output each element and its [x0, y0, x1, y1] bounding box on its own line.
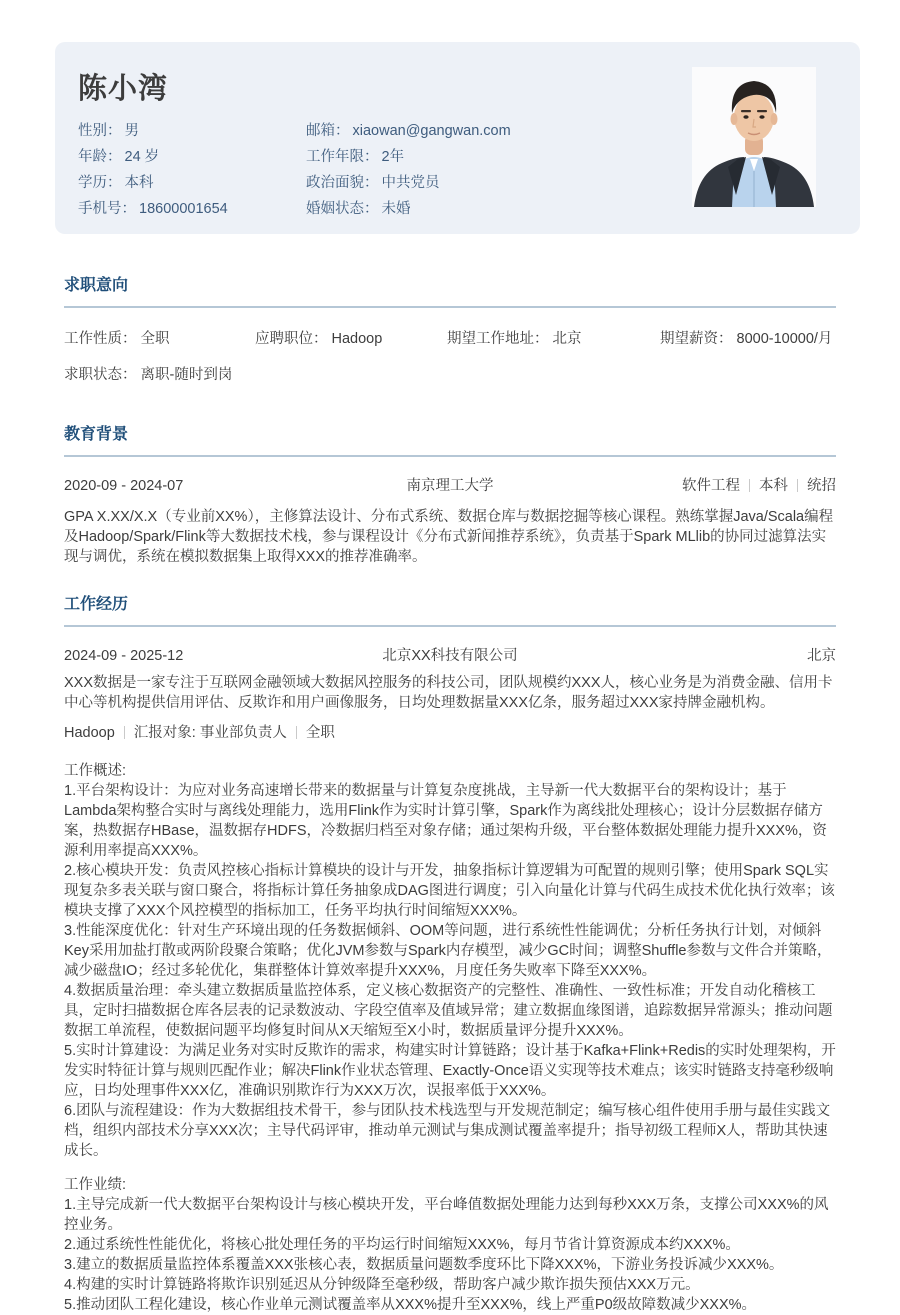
work-location: 北京 [807, 648, 836, 664]
work-company: 北京XX科技有限公司 [382, 648, 518, 664]
field-job-status-label: 求职状态： [64, 367, 137, 383]
profile-photo [692, 67, 816, 207]
work-experience-title: 工作经历 [64, 596, 129, 613]
field-job-nature-value: 全职 [140, 331, 170, 347]
field-marital-status-value: 未婚 [381, 201, 411, 217]
field-target-location [447, 331, 660, 347]
education-school: 南京理工大学 [406, 478, 494, 494]
personal-info-left-column [78, 118, 306, 222]
work-period: 2024-09 - 2025-12 [64, 648, 184, 664]
separator [124, 726, 125, 739]
work-achievements-block [64, 1175, 836, 1315]
work-achievement-item: 2.通过系统性性能优化，将核心批处理任务的平均运行时间缩短XXX%，每月节省计算资源成本约XXX%。 [64, 1237, 740, 1253]
company-intro: XXX数据是一家专注于互联网金融领域大数据风控服务的科技公司，团队规模约XXX人，核心业务是为消费金融、信用卡中心等机构提供信用评估、反欺诈和用户画像服务，日均处理数据量XXX亿条，服务超过XXX家持牌金融机构。 [64, 675, 833, 711]
section-divider [64, 625, 836, 627]
personal-info-right-column [306, 118, 511, 222]
work-overview-item: 6.团队与流程建设：作为大数据组技术骨干，参与团队技术栈选型与开发规范制定；编写核心组件使用手册与最佳实践文档，组织内部技术分享XXX次；主导代码评审，推动单元测试与集成测试覆盖率提升；指导初级工程师X人，帮助其快速成长。 [64, 1103, 831, 1159]
job-intention-title: 求职意向 [64, 277, 129, 294]
field-age [78, 144, 306, 170]
work-achievement-item: 3.建立的数据质量监控体系覆盖XXX张核心表，数据质量问题数季度环比下降XXX%，下游业务投诉减少XXX%。 [64, 1257, 784, 1273]
section-divider [64, 306, 836, 308]
field-job-status-value: 离职-随时到岗 [140, 367, 233, 383]
separator [797, 479, 798, 492]
field-expected-salary-label: 期望薪资： [660, 331, 733, 347]
work-overview-block [64, 761, 836, 1161]
field-job-nature [64, 331, 255, 347]
work-overview-item: 2.核心模块开发：负责风控核心指标计算模块的设计与开发，抽象指标计算逻辑为可配置的规则引擎；使用Spark SQL实现复杂多表关联与窗口聚合，将指标计算任务抽象成DAG图进行调度；引入向量化计算与代码生成技术优化执行效率；该模块支撑了XXX个风控模型的指标加工，任务平均执行时间缩短XXX%。 [64, 863, 835, 919]
work-overview-item: 3.性能深度优化：针对生产环境出现的任务数据倾斜、OOM等问题，进行系统性性能调优；分析任务执行计划，对倾斜Key采用加盐打散或两阶段聚合策略；优化JVM参数与Spark内存模型，减少GC时间；调整Shuffle参数与文件合并策略，减少磁盘IO；经过多轮优化，集群整体计算效率提升XXX%，月度任务失败率下降至XXX%。 [64, 923, 832, 979]
field-email-value: xiaowan@gangwan.com [352, 123, 511, 139]
field-target-position [255, 331, 447, 347]
work-job-type: 全职 [305, 725, 335, 741]
field-target-location-label: 期望工作地址： [447, 331, 549, 347]
job-intention-row-1 [64, 331, 836, 347]
field-target-position-label: 应聘职位： [255, 331, 328, 347]
field-target-location-value: 北京 [552, 331, 582, 347]
work-overview-label: 工作概述: [64, 763, 127, 779]
field-education-level [78, 170, 306, 196]
field-political-status-value: 中共党员 [381, 175, 440, 191]
education-entry-row [64, 478, 836, 494]
field-gender [78, 118, 306, 144]
education-enroll-type: 统招 [807, 478, 836, 494]
field-email-label: 邮箱： [306, 123, 350, 139]
work-overview-item: 4.数据质量治理：牵头建立数据质量监控体系，定义核心数据资产的完整性、准确性、一致性标准；开发自动化稽核工具，定时扫描数据仓库各层表的记录数波动、字段空值率及值域异常；建立数据血缘图谱，追踪数据异常源头；推动问题数据工单流程，使数据问题平均修复时间从X天缩短至X小时，数据质量评分提升XXX%。 [64, 983, 833, 1039]
personal-info-grid [78, 118, 511, 222]
resume-content [64, 278, 836, 1315]
field-gender-label: 性别： [78, 123, 122, 139]
field-education-label: 学历： [78, 175, 122, 191]
education-title: 教育背景 [64, 426, 129, 443]
field-political-status-label: 政治面貌： [306, 175, 379, 191]
field-work-years-value: 2年 [381, 149, 405, 165]
field-education-value: 本科 [124, 175, 154, 191]
job-intention-row-2 [64, 367, 836, 383]
separator [749, 479, 750, 492]
field-phone-label: 手机号： [78, 201, 136, 217]
field-age-value: 24 岁 [124, 149, 160, 165]
separator [296, 726, 297, 739]
field-target-position-value: Hadoop [331, 331, 383, 347]
section-work-experience [64, 597, 836, 1315]
education-qualifications [494, 478, 837, 494]
field-job-nature-label: 工作性质： [64, 331, 137, 347]
field-phone [78, 196, 306, 222]
work-position: Hadoop [64, 725, 115, 741]
work-overview-item: 5.实时计算建设：为满足业务对实时反欺诈的需求，构建实时计算链路；设计基于Kafka+Flink+Redis的实时处理架构，开发实时特征计算与规则匹配作业；解决Flink作业状态管理、Exactly-Once语义实现等技术难点；该实时链路支持毫秒级响应，日均处理事件XXX亿，准确识别欺诈行为XXX万次，误报率低于XXX%。 [64, 1043, 836, 1099]
section-education [64, 427, 836, 567]
field-email [306, 118, 511, 144]
field-expected-salary [660, 331, 836, 347]
field-expected-salary-value: 8000-10000/月 [736, 331, 833, 347]
section-divider [64, 455, 836, 457]
field-gender-value: 男 [124, 123, 139, 139]
work-achievement-item: 4.构建的实时计算链路将欺诈识别延迟从分钟级降至毫秒级，帮助客户减少欺诈损失预估XXX万元。 [64, 1277, 700, 1293]
education-major: 软件工程 [682, 478, 740, 494]
section-job-intention [64, 278, 836, 383]
field-work-years [306, 144, 511, 170]
header-card [55, 42, 860, 234]
field-age-label: 年龄： [78, 149, 122, 165]
candidate-name: 陈小湾 [78, 73, 169, 105]
work-achievements-label: 工作业绩: [64, 1177, 127, 1193]
education-period: 2020-09 - 2024-07 [64, 478, 184, 494]
work-report-to: 汇报对象: 事业部负责人 [133, 725, 287, 741]
profile-photo-illustration [692, 67, 816, 207]
field-marital-status [306, 196, 511, 222]
field-political-status [306, 170, 511, 196]
field-phone-value: 18600001654 [139, 201, 228, 217]
work-meta-row [64, 725, 836, 741]
field-work-years-label: 工作年限： [306, 149, 379, 165]
field-job-status [64, 367, 836, 383]
work-achievement-item: 1.主导完成新一代大数据平台架构设计与核心模块开发，平台峰值数据处理能力达到每秒XXX万条，支撑公司XXX%的风控业务。 [64, 1197, 829, 1233]
work-entry-row [64, 648, 836, 664]
education-degree: 本科 [759, 478, 788, 494]
work-achievement-item: 5.推动团队工程化建设，核心作业单元测试覆盖率从XXX%提升至XXX%，线上严重P0级故障数减少XXX%。 [64, 1297, 757, 1313]
field-marital-status-label: 婚姻状态： [306, 201, 379, 217]
education-description: GPA X.XX/X.X（专业前XX%），主修算法设计、分布式系统、数据仓库与数据挖掘等核心课程。熟练掌握Java/Scala编程及Hadoop/Spark/Flink等大数据技术栈，参与课程设计《分布式新闻推荐系统》，负责基于Spark MLlib的协同过滤算法实现与调优，系统在模拟数据集上取得XXX的推荐准确率。 [64, 509, 834, 565]
work-overview-item: 1.平台架构设计：为应对业务高速增长带来的数据量与计算复杂度挑战，主导新一代大数据平台的架构设计；基于Lambda架构整合实时与离线处理能力，选用Flink作为实时计算引擎，Spark作为离线批处理核心；设计分层数据存储方案，热数据存HBase，温数据存HDFS，冷数据归档至对象存储；通过架构升级，平台整体数据处理能力提升XXX%，资源利用率提高XXX%。 [64, 783, 827, 859]
